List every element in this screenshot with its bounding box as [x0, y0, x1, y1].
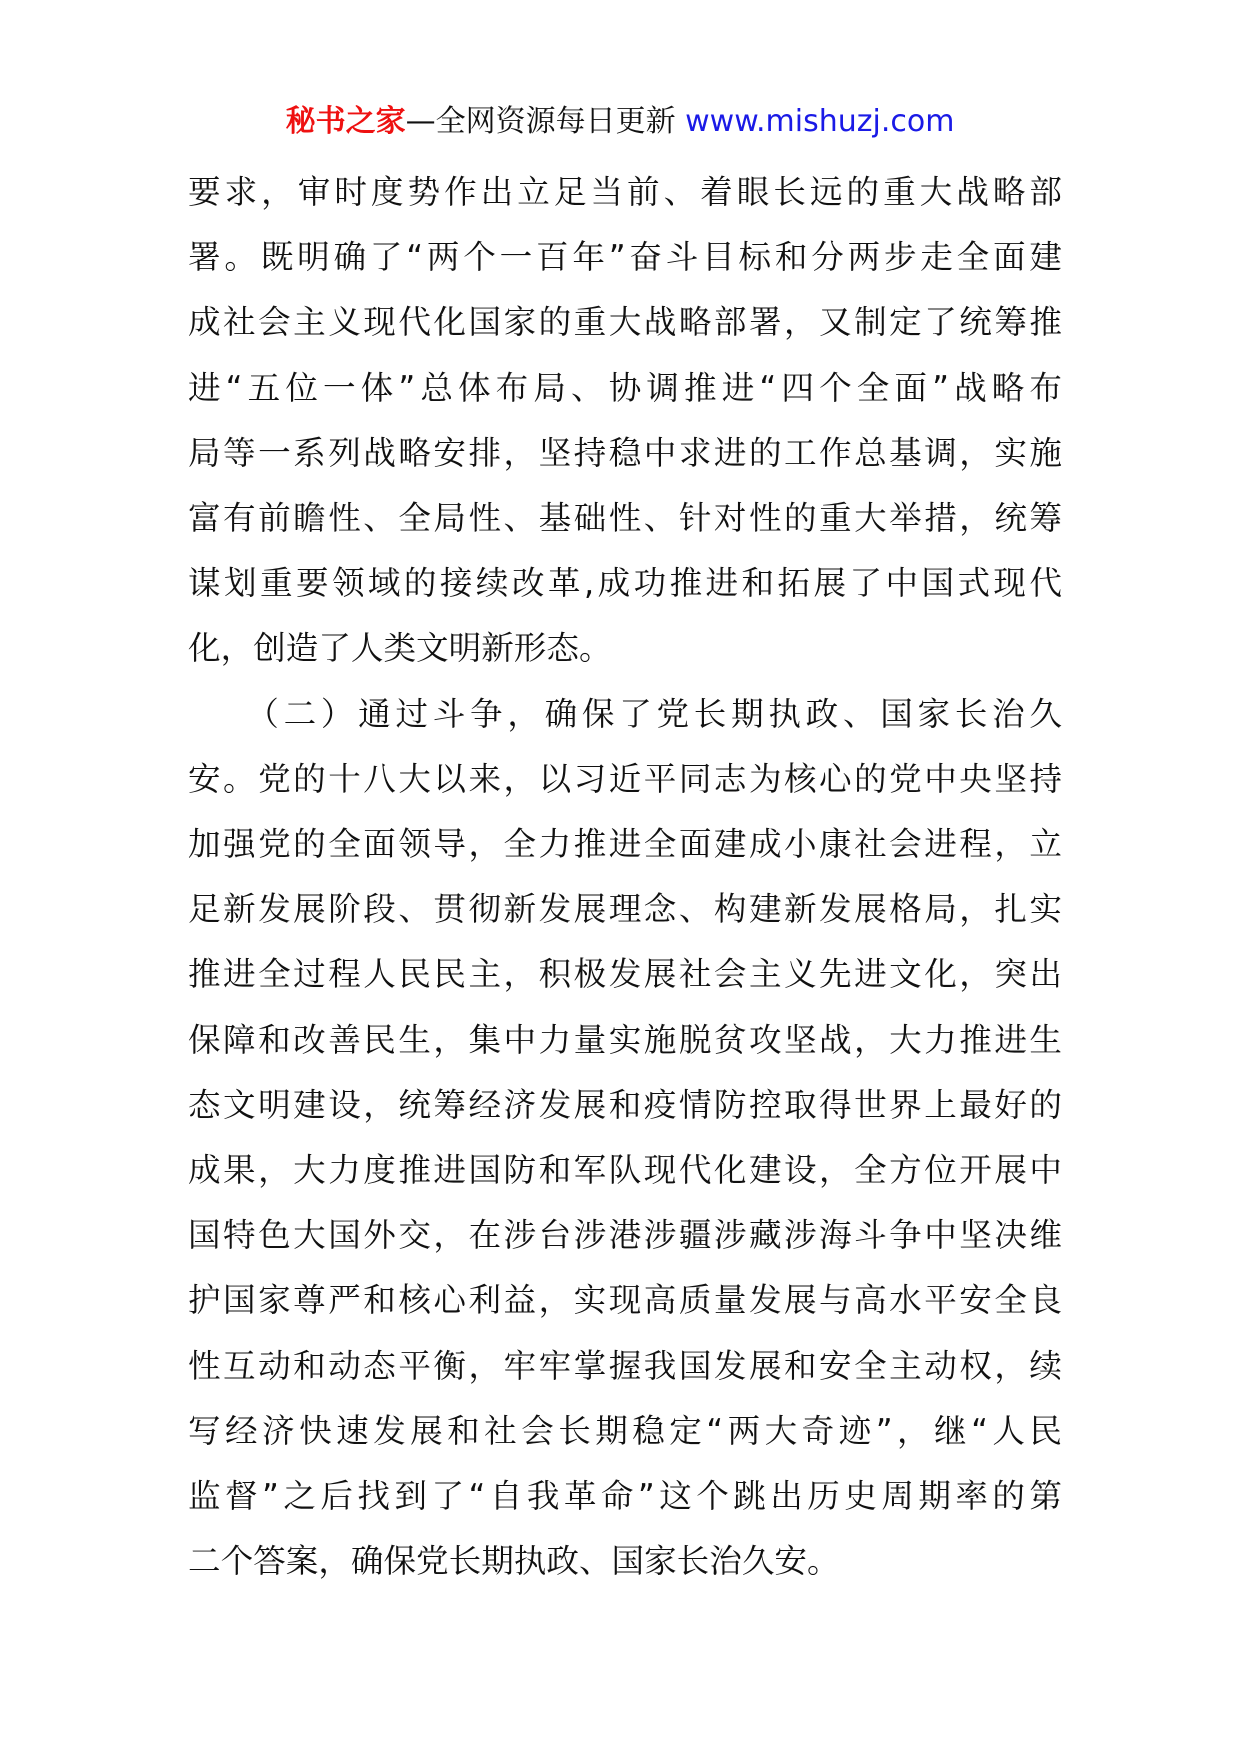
text-line: 写经济快速发展和社会长期稳定“两大奇迹”，继“人民: [188, 1411, 1062, 1450]
text-line: 成社会主义现代化国家的重大战略部署，又制定了统筹推: [188, 303, 1062, 342]
header-tagline: —全网资源每日更新: [405, 104, 686, 139]
text-line: 推进全过程人民民主，积极发展社会主义先进文化，突出: [188, 955, 1062, 994]
text-line: 进“五位一体”总体布局、协调推进“四个全面”战略布: [188, 368, 1062, 407]
text-line: 富有前瞻性、全局性、基础性、针对性的重大举措，统筹: [188, 499, 1062, 538]
text-line: 监督”之后找到了“自我革命”这个跳出历史周期率的第: [188, 1477, 1062, 1516]
text-line: 国特色大国外交，在涉台涉港涉疆涉藏涉海斗争中坚决维: [188, 1216, 1062, 1255]
text-line: 安。党的十八大以来，以习近平同志为核心的党中央坚持: [188, 759, 1062, 798]
text-line: 二个答案，确保党长期执政、国家长治久安。: [188, 1542, 840, 1581]
brand-name: 秘书之家: [285, 104, 406, 139]
text-line: 署。既明确了“两个一百年”奋斗目标和分两步走全面建: [188, 238, 1062, 277]
site-url-link[interactable]: www.mishuzj.com: [685, 104, 955, 139]
text-line: 成果，大力度推进国防和军队现代化建设，全方位开展中: [188, 1151, 1062, 1190]
text-line: 谋划重要领域的接续改革,成功推进和拓展了中国式现代: [188, 564, 1062, 603]
document-body: [188, 160, 1062, 1594]
text-line: 足新发展阶段、贯彻新发展理念、构建新发展格局，扎实: [188, 890, 1062, 929]
text-line: 性互动和动态平衡，牢牢掌握我国发展和安全主动权，续: [188, 1346, 1062, 1385]
page-header: [0, 100, 1240, 144]
text-line: 保障和改善民生，集中力量实施脱贫攻坚战，大力推进生: [188, 1020, 1062, 1059]
text-line: 化，创造了人类文明新形态。: [188, 629, 612, 668]
text-line: 态文明建设，统筹经济发展和疫情防控取得世界上最好的: [188, 1085, 1062, 1124]
text-line: 加强党的全面领导，全力推进全面建成小康社会进程，立: [188, 825, 1062, 864]
text-line: 护国家尊严和核心利益，实现高质量发展与高水平安全良: [188, 1281, 1062, 1320]
text-line: 局等一系列战略安排，坚持稳中求进的工作总基调，实施: [188, 433, 1062, 472]
paragraph-2: [188, 682, 1062, 1595]
text-line: 要求，审时度势作出立足当前、着眼长远的重大战略部: [188, 173, 1062, 211]
section-heading-line: （二）通过斗争，确保了党长期执政、国家长治久: [188, 694, 1062, 733]
paragraph-1: [188, 160, 1062, 682]
